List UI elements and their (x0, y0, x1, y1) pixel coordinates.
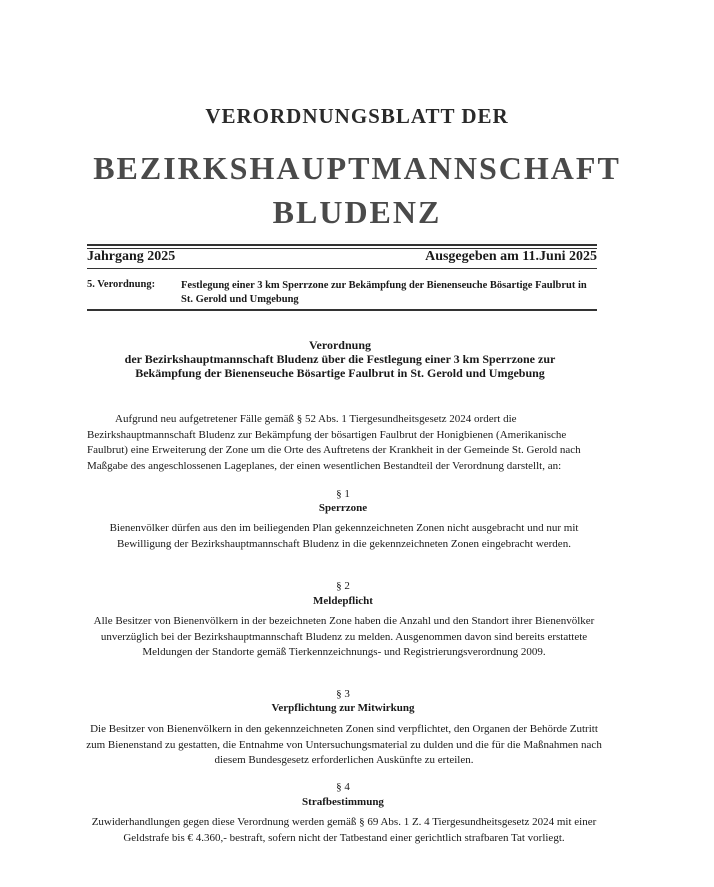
section-1-number: § 1 (336, 488, 350, 500)
section-2-number: § 2 (336, 580, 350, 592)
heading-line-1: Verordnung (308, 338, 372, 352)
section-2-title: Meldepflicht (313, 595, 373, 607)
heading-line-3: Bekämpfung der Bienenseuche Bösartige Faulbrut in St. Gerold und Umgebung (135, 366, 545, 380)
intro-paragraph: Aufgrund neu aufgetretener Fälle gemäß § 52 Abs. 1 Tiergesundheitsgesetz 2024 ordert die Bezirkshauptmannschaft Bludenz zur Bekämpfung der bösartigen Faulbrut der Honigbienen (Amerikanische Faulbrut) eine Erweiterung der Zone um die Orte des Auftretens der Krankheit in der Gemeinde St. Gerold nach Maßgabe des angeschlossenen Lageplanes, der einen wesentlichen Bestandteil der Verordnung darstellt, an: (87, 413, 581, 472)
rule-under-issue (87, 268, 597, 269)
masthead-line-1: VERORDNUNGSBLATT DER (205, 104, 509, 128)
section-4-number: § 4 (336, 781, 350, 793)
toc-text: Festlegung einer 3 km Sperrzone zur Bekämpfung der Bienenseuche Bösartige Faulbrut in St. Gerold und Umgebung (181, 280, 587, 305)
section-2-body: Alle Besitzer von Bienenvölkern in der bezeichneten Zone haben die Anzahl und den Standort ihrer Bienenvölker unverzüglich bei der Bezirkshauptmannschaft Bludenz zu melden. Ausgenommen davon sind bereits erstattete Meldungen der Standorte gemäß Tierkennzeichnungs- und Registrierungsverordnung 2009. (93, 615, 595, 658)
section-1-title: Sperrzone (318, 502, 368, 514)
rule-under-toc (87, 309, 597, 311)
rule-top-thick (87, 244, 597, 246)
section-3-title: Verpflichtung zur Mitwirkung (271, 702, 415, 714)
masthead-line-2: BEZIRKSHAUPTMANNSCHAFT (93, 150, 621, 186)
heading-line-2: der Bezirkshauptmannschaft Bludenz über die Festlegung einer 3 km Sperrzone zur (124, 352, 556, 366)
toc-label: 5. Verordnung: (87, 279, 156, 290)
section-1-body: Bienenvölker dürfen aus den im beiliegenden Plan gekennzeichneten Zonen nicht ausgebracht und nur mit Bewilligung der Bezirkshauptmannschaft Bludenz in die gekennzeichneten Zonen eingebracht werden. (109, 522, 579, 550)
masthead-line-3: BLUDENZ (272, 194, 442, 230)
ausgegeben-date: Ausgegeben am 11.Juni 2025 (425, 249, 597, 264)
jahrgang: Jahrgang 2025 (87, 249, 176, 264)
ordinance-heading (80, 338, 600, 380)
section-3-number: § 3 (336, 688, 350, 700)
section-3-body: Die Besitzer von Bienenvölkern in den gekennzeichneten Zonen sind verpflichtet, den Organen der Behörde Zutritt zum Bienenstand zu gestatten, die Entnahme von Untersuchungsmaterial zu dulden und die für die Maßnahmen nach diesem Bundesgesetz erforderlichen Auskünfte zu erteilen. (86, 723, 602, 766)
section-4-title: Strafbestimmung (302, 796, 384, 808)
section-4-body: Zuwiderhandlungen gegen diese Verordnung werden gemäß § 69 Abs. 1 Z. 4 Tiergesundheitsgesetz 2024 mit einer Geldstrafe bis € 4.360,- bestraft, sofern nicht der Tatbestand einer gerichtlich strafbaren Tat vorliegt. (91, 816, 597, 844)
